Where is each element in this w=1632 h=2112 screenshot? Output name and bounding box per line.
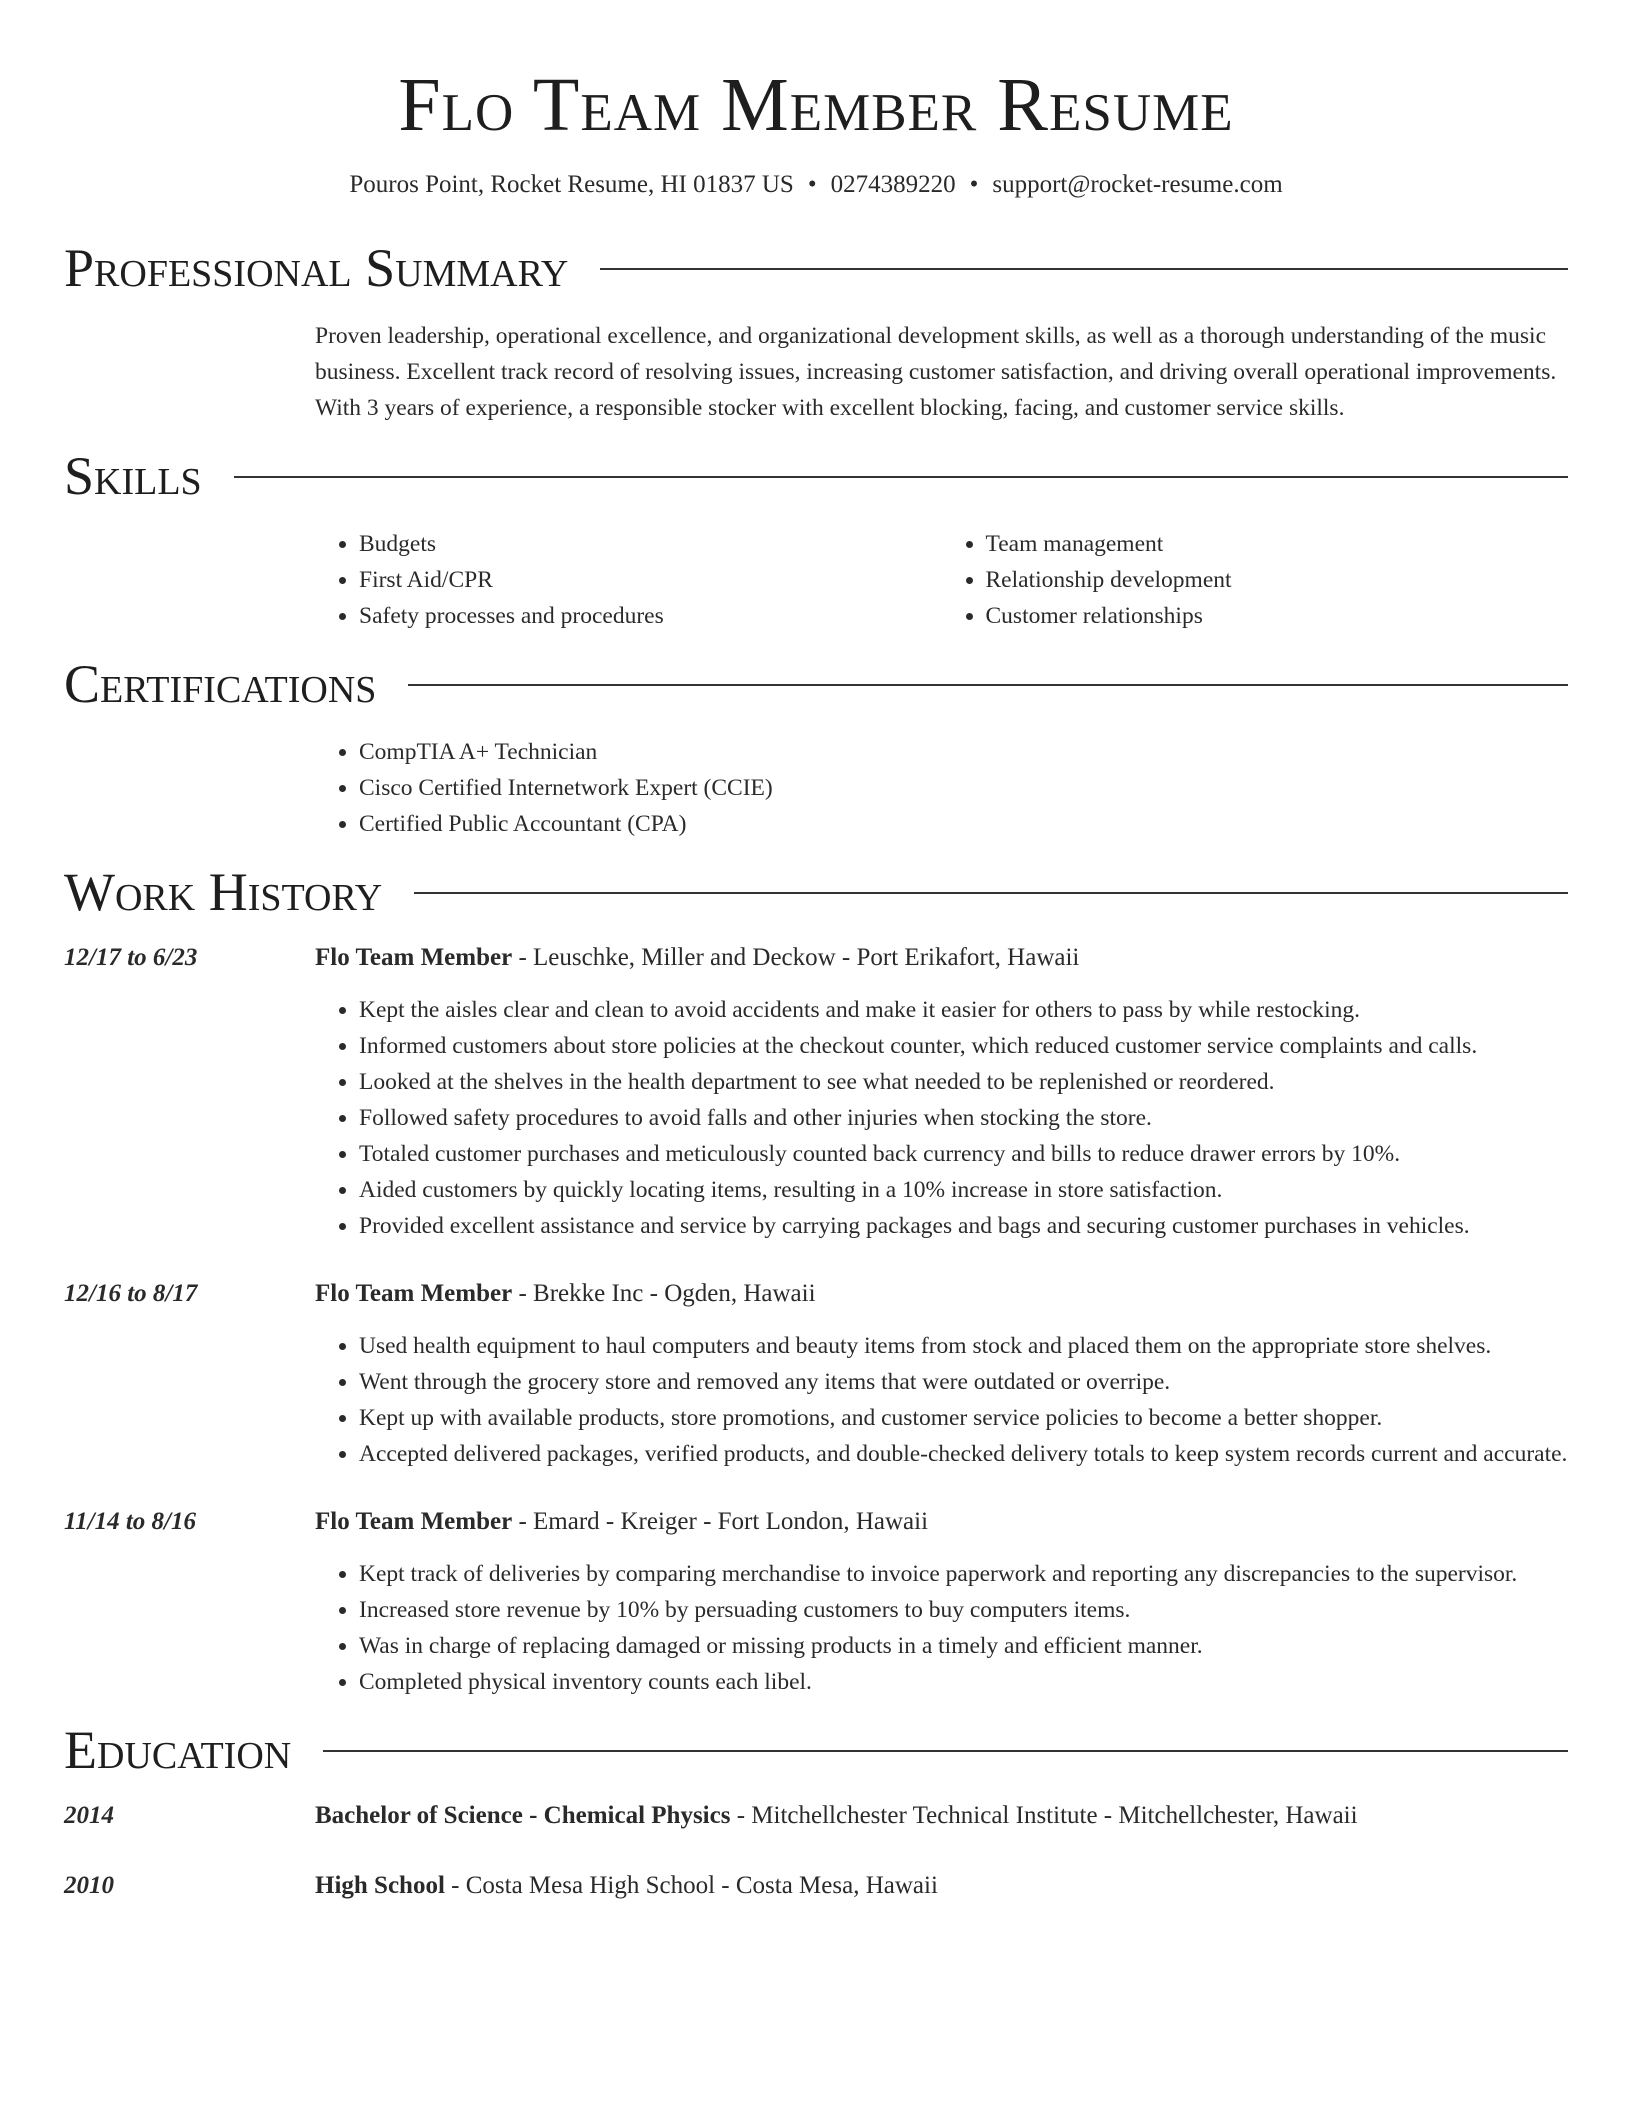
duty-item: • Followed safety procedures to avoid falls and other injuries when stocking the store.	[359, 1100, 1568, 1136]
job-employer: - Emard - Kreiger - Fort London, Hawaii	[512, 1508, 929, 1535]
duty-item: • Was in charge of replacing damaged or missing products in a timely and efficient manner.	[359, 1628, 1568, 1664]
work-history-section	[64, 860, 1568, 1700]
duty-item: • Went through the grocery store and removed any items that were outdated or overripe.	[359, 1364, 1568, 1400]
section-divider	[323, 1750, 1568, 1752]
skill-item: • Safety processes and procedures	[359, 598, 942, 634]
education-section	[64, 1718, 1568, 1904]
duty-item: • Informed customers about store policies at the checkout counter, which reduced customer service complaints and calls.	[359, 1028, 1568, 1064]
job-employer: - Leuschke, Miller and Deckow - Port Erikafort, Hawaii	[512, 944, 1080, 971]
job-duties	[315, 992, 1568, 1244]
duty-item: • Looked at the shelves in the health department to see what needed to be replenished or reordered.	[359, 1064, 1568, 1100]
skills-section	[64, 444, 1568, 634]
job-header	[64, 1504, 1568, 1540]
education-school: - Mitchellchester Technical Institute - Mitchellchester, Hawaii	[730, 1802, 1358, 1829]
duty-item: • Kept up with available products, store promotions, and customer service policies to become a better shopper.	[359, 1400, 1568, 1436]
section-header	[64, 1718, 1568, 1782]
job-employer: - Brekke Inc - Ogden, Hawaii	[512, 1280, 816, 1307]
education-school: - Costa Mesa High School - Costa Mesa, Hawaii	[444, 1872, 938, 1899]
duty-item: • Accepted delivered packages, verified products, and double-checked delivery totals to keep system records current and accurate.	[359, 1436, 1568, 1472]
skill-item: • Budgets	[359, 526, 942, 562]
contact-separator: •	[807, 171, 817, 198]
duty-item: • Increased store revenue by 10% by persuading customers to buy computers items.	[359, 1592, 1568, 1628]
contact-address: Pouros Point, Rocket Resume, HI 01837 US	[349, 171, 794, 198]
job-dates: 11/14 to 8/16	[64, 1508, 196, 1535]
job-header	[64, 940, 1568, 976]
job-role: Flo Team Member	[315, 944, 513, 971]
duty-item: • Completed physical inventory counts each libel.	[359, 1664, 1568, 1700]
certifications-section	[64, 652, 1568, 842]
job-title	[315, 1276, 816, 1312]
contact-line	[64, 168, 1568, 202]
job-entry	[64, 1276, 1568, 1472]
skill-item: • Team management	[986, 526, 1569, 562]
section-header	[64, 860, 1568, 924]
duty-item: • Kept track of deliveries by comparing merchandise to invoice paperwork and reporting any discrepancies to the supervisor.	[359, 1556, 1568, 1592]
job-header	[64, 1276, 1568, 1312]
section-title: Education	[64, 1720, 292, 1780]
section-header	[64, 652, 1568, 716]
section-divider	[408, 684, 1568, 686]
job-duties	[315, 1556, 1568, 1700]
job-title	[315, 940, 1079, 976]
education-degree: Bachelor of Science - Chemical Physics	[315, 1802, 731, 1829]
job-duties	[315, 1328, 1568, 1472]
education-title	[315, 1868, 938, 1904]
section-title: Certifications	[64, 654, 377, 714]
skill-item: • Relationship development	[986, 562, 1569, 598]
duty-item: • Aided customers by quickly locating items, resulting in a 10% increase in store satisfaction.	[359, 1172, 1568, 1208]
education-degree: High School	[315, 1872, 445, 1899]
job-entry	[64, 940, 1568, 1244]
education-entry	[64, 1868, 1568, 1904]
education-year: 2014	[64, 1802, 114, 1829]
job-role: Flo Team Member	[315, 1280, 513, 1307]
job-dates: 12/16 to 8/17	[64, 1280, 198, 1307]
summary-section	[64, 236, 1568, 426]
section-header	[64, 444, 1568, 508]
education-entry	[64, 1798, 1568, 1834]
section-divider	[600, 268, 1568, 270]
section-title: Work History	[64, 862, 383, 922]
education-title	[315, 1798, 1358, 1834]
education-year: 2010	[64, 1872, 114, 1899]
skills-column-left	[315, 526, 942, 634]
section-header	[64, 236, 1568, 300]
job-role: Flo Team Member	[315, 1508, 513, 1535]
duty-item: • Totaled customer purchases and meticulously counted back currency and bills to reduce drawer errors by 10%.	[359, 1136, 1568, 1172]
skills-column-right	[942, 526, 1569, 634]
certification-item: • Cisco Certified Internetwork Expert (CCIE)	[359, 770, 1568, 806]
skills-list	[315, 526, 1568, 634]
section-divider	[414, 892, 1568, 894]
skill-item: • First Aid/CPR	[359, 562, 942, 598]
duty-item: • Used health equipment to haul computers and beauty items from stock and placed them on the appropriate store shelves.	[359, 1328, 1568, 1364]
contact-separator: •	[969, 171, 979, 198]
job-title	[315, 1504, 928, 1540]
job-dates: 12/17 to 6/23	[64, 944, 198, 971]
skill-item: • Customer relationships	[986, 598, 1569, 634]
contact-phone: 0274389220	[830, 171, 956, 198]
duty-item: • Kept the aisles clear and clean to avoid accidents and make it easier for others to pass by while restocking.	[359, 992, 1568, 1028]
job-entry	[64, 1504, 1568, 1700]
section-title: Professional Summary	[64, 238, 569, 298]
certification-item: • CompTIA A+ Technician	[359, 734, 1568, 770]
summary-text: Proven leadership, operational excellence, and organizational development skills, as well as a thorough understanding of the music business. Excellent track record of resolving issues, increasing customer satisfaction, and driving overall operational improvements. With 3 years of experience, a responsible stocker with excellent blocking, facing, and customer service skills.	[315, 323, 1557, 421]
duty-item: • Provided excellent assistance and service by carrying packages and bags and securing customer purchases in vehicles.	[359, 1208, 1568, 1244]
section-divider	[234, 476, 1568, 478]
contact-email: support@rocket-resume.com	[992, 171, 1283, 198]
certifications-list	[315, 734, 1568, 842]
certification-item: • Certified Public Accountant (CPA)	[359, 806, 1568, 842]
resume-name: Flo Team Member Resume	[398, 63, 1234, 147]
section-title: Skills	[64, 446, 202, 506]
